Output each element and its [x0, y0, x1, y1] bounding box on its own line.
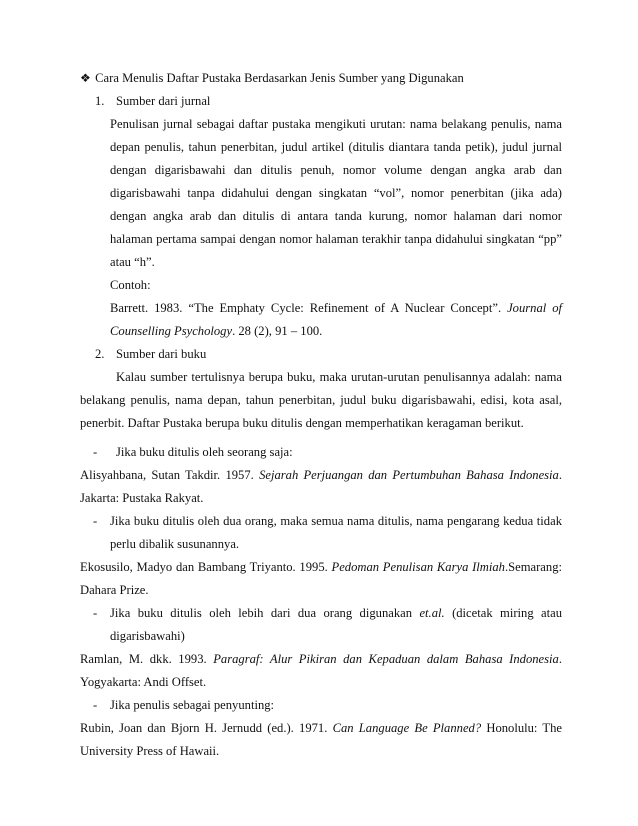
case-text: digarisbawahi): [110, 629, 185, 643]
book-para-line: Kalau sumber tertulisnya berupa buku, maka urutan-urutan penulisannya adalah: nama: [116, 370, 562, 384]
example-label: Contoh:: [110, 278, 151, 292]
section-2-number: 2.: [95, 347, 105, 361]
case-dash: -: [93, 606, 98, 620]
journal-para-line: digarisbawahi tanpa didahului dengan singkatan “vol”, nomor penerbitan (jika ada): [110, 186, 562, 200]
reference-line: Ekosusilo, Madyo dan Bambang Triyanto. 1995. Pedoman Penulisan Karya Ilmiah.Semarang:: [80, 560, 562, 574]
reference-line: Jakarta: Pustaka Rakyat.: [80, 491, 204, 505]
case-text: Jika buku ditulis oleh seorang saja:: [116, 445, 293, 459]
journal-para-line: Penulisan jurnal sebagai daftar pustaka mengikuti urutan: nama belakang penulis, nama: [110, 117, 562, 131]
reference-line: Rubin, Joan dan Bjorn H. Jernudd (ed.). 1971. Can Language Be Planned? Honolulu: The: [80, 721, 562, 735]
case-text: Jika buku ditulis oleh dua orang, maka semua nama ditulis, nama pengarang kedua tidak: [110, 514, 562, 528]
case-text: Jika penulis sebagai penyunting:: [110, 698, 275, 712]
section-1-title: Sumber dari jurnal: [116, 94, 211, 108]
reference-line: Dahara Prize.: [80, 583, 149, 597]
case-text: Jika buku ditulis oleh lebih dari dua orang digunakan et.al. (dicetak miring atau: [110, 606, 562, 620]
reference-line: Yogyakarta: Andi Offset.: [80, 675, 207, 689]
case-dash: -: [93, 445, 98, 459]
journal-example-line2: Counselling Psychology. 28 (2), 91 – 100.: [110, 324, 323, 338]
reference-line: Alisyahbana, Sutan Takdir. 1957. Sejarah Perjuangan dan Pertumbuhan Bahasa Indonesia.: [80, 468, 563, 482]
book-para-line: penerbit. Daftar Pustaka berupa buku ditulis dengan memperhatikan keragaman berikut.: [80, 416, 524, 430]
heading-text: Cara Menulis Daftar Pustaka Berdasarkan Jenis Sumber yang Digunakan: [95, 71, 464, 85]
journal-para-line: halaman pertama sampai dengan nomor halaman terakhir tanpa didahului singkatan “pp”: [110, 232, 562, 246]
reference-line: University Press of Hawaii.: [80, 744, 220, 758]
book-para-line: belakang penulis, nama depan, tahun penerbitan, judul buku digarisbawahi, edisi, kota asal,: [80, 393, 562, 407]
section-heading: [80, 67, 464, 90]
journal-example-line1: Barrett. 1983. “The Emphaty Cycle: Refinement of A Nuclear Concept”. Journal of: [110, 301, 562, 315]
journal-para-line: depan penulis, tahun penerbitan, judul artikel (ditulis diantara tanda petik), judul jurnal: [110, 140, 562, 154]
case-dash: -: [93, 514, 98, 528]
case-text: perlu dibalik susunannya.: [110, 537, 240, 551]
reference-line: Ramlan, M. dkk. 1993. Paragraf: Alur Pikiran dan Kepaduan dalam Bahasa Indonesia.: [80, 652, 563, 666]
section-1-number: 1.: [95, 94, 105, 108]
journal-para-line: dengan angka arab dan ditulis di antara tanda kurung, nomor halaman dari nomor: [110, 209, 562, 223]
journal-para-line: dengan digarisbawahi dan ditulis penuh, nomor volume dengan angka arab dan: [110, 163, 562, 177]
section-2-title: Sumber dari buku: [116, 347, 207, 361]
diamond-bullet-icon: ❖: [80, 71, 91, 85]
case-dash: -: [93, 698, 98, 712]
journal-para-line: atau “h”.: [110, 255, 155, 269]
